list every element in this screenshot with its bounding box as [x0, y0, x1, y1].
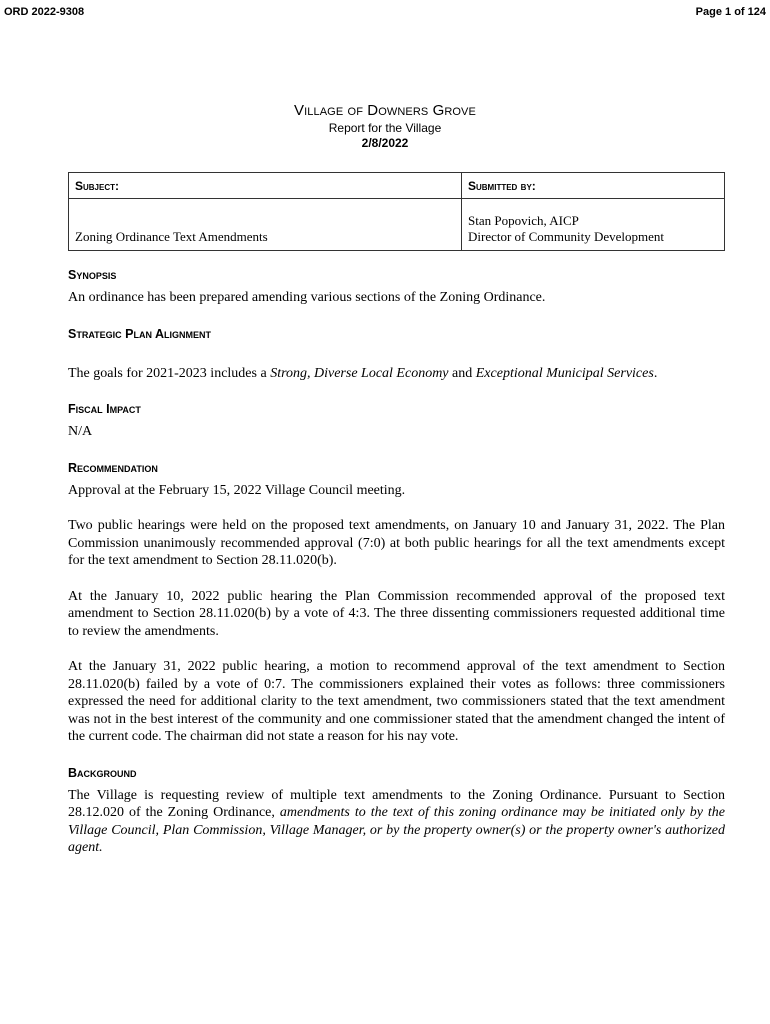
recommendation-heading: Recommendation: [68, 460, 158, 475]
background-heading: Background: [68, 765, 137, 780]
goal-strong-economy: Strong, Diverse Local Economy: [270, 365, 449, 381]
synopsis-heading: Synopsis: [68, 268, 117, 282]
recommendation-jan10-text: At the January 10, 2022 public hearing the Plan Commission recommended approval of the proposed text amendment to Section 28.11.020(b) by a vote of 4:3. The three dissenting commissioners requested additional time to review the amendments.: [68, 588, 725, 639]
document-date: 2/8/2022: [361, 136, 409, 150]
strategic-plan-heading: Strategic Plan Alignment: [68, 326, 212, 341]
subject-value: Zoning Ordinance Text Amendments: [69, 199, 462, 251]
fiscal-impact-heading: Fiscal Impact: [68, 402, 141, 416]
background-quote: amendments to the text of this zoning ordinance may be initiated only by the Village Council, Plan Commission, Village Manager, or by the property owner(s) or the property owner's authorized agent.: [68, 805, 726, 855]
submitted-by-label: Submitted by:: [462, 173, 725, 199]
goal-municipal-services: Exceptional Municipal Services: [475, 365, 654, 381]
recommendation-jan31-text: At the January 31, 2022 public hearing, a motion to recommend approval of the text amendment to Section 28.11.020(b) failed by a vote of 0:7. The commissioners explained their votes as follows: three commissioners expressed the need for additional clarity to the text amendment, two commissioners stated that the text amendment was not in the best interest of the community and one commissioner stated that the amendment changed the intent of the current code. The chairman did not state a reason for his nay vote.: [68, 659, 725, 744]
page-number: Page 1 of 124: [695, 6, 766, 18]
strategic-plan-text: The goals for 2021-2023 includes a Strong, Diverse Local Economy and Exceptional Municipal Services.: [68, 365, 658, 381]
background-text: The Village is requesting review of multiple text amendments to the Zoning Ordinance. Pursuant to Section 28.12.020 of the Zoning Ordinance, amendments to the text of this zoning ordinance may be initiated only by the Village Council, Plan Commission, Village Manager, or by the property owner(s) or the property owner's authorized agent.: [68, 787, 726, 855]
recommendation-text: Approval at the February 15, 2022 Village Council meeting.: [68, 482, 406, 498]
fiscal-impact-text: N/A: [68, 424, 93, 439]
submitted-by-value: [462, 199, 725, 251]
subject-label: Subject:: [69, 173, 462, 199]
recommendation-hearings-text: Two public hearings were held on the proposed text amendments, on January 10 and January 31, 2022. The Plan Commission unanimously recommended approval (7:0) at both public hearings for all the text amendments except for the text amendment to Section 28.11.020(b).: [68, 518, 725, 568]
report-body: [68, 268, 725, 857]
document-subtitle: Report for the Village: [328, 121, 442, 135]
synopsis-text: An ordinance has been prepared amending various sections of the Zoning Ordinance.: [68, 290, 546, 305]
submitter-title: Director of Community Development: [468, 229, 665, 244]
submitter-name: Stan Popovich, AICP: [468, 213, 579, 228]
subject-table: [68, 172, 725, 251]
ordinance-number: ORD 2022-9308: [4, 6, 85, 18]
document-title: Village of Downers Grove: [294, 102, 476, 119]
title-block: [0, 102, 770, 151]
